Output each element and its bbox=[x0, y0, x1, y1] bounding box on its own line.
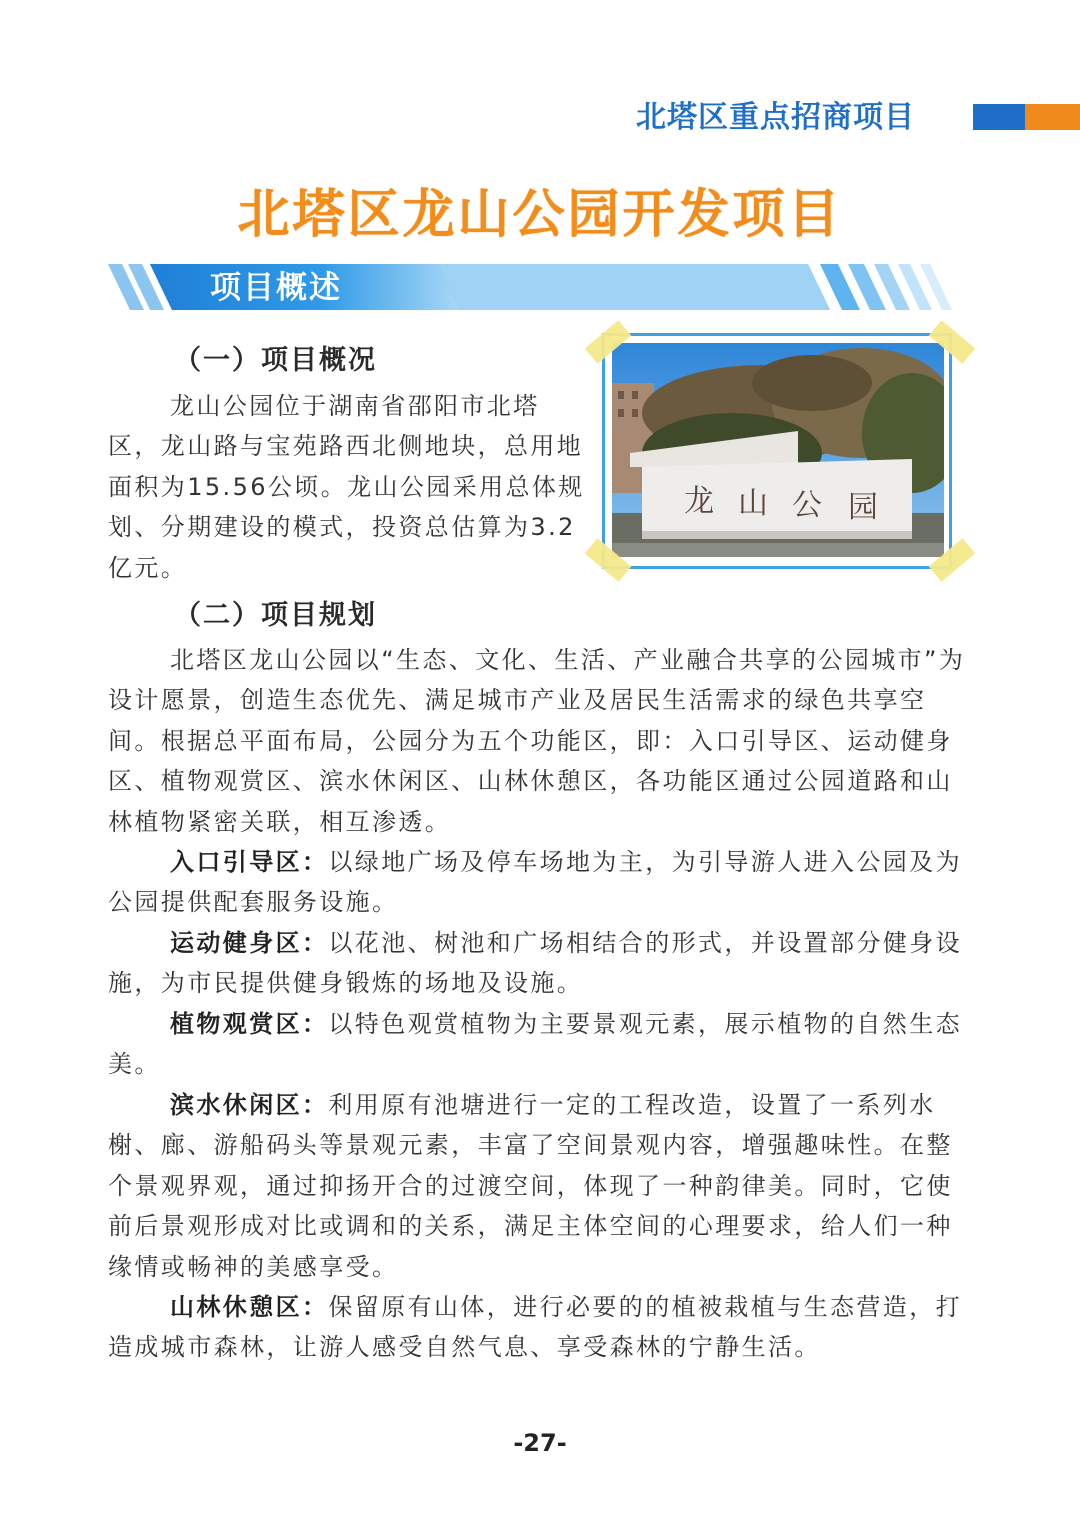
zone-name: 运动健身区： bbox=[170, 929, 329, 957]
overview-heading: （一）项目概况 bbox=[174, 345, 377, 376]
header-accent-blue bbox=[973, 104, 1025, 130]
zone-entrance: 入口引导区：以绿地广场及停车场地为主，为引导游人进入公园及为公园提供配套服务设施。 bbox=[108, 848, 963, 917]
zone-plants: 植物观赏区：以特色观赏植物为主要景观元素，展示植物的自然生态美。 bbox=[108, 1010, 963, 1079]
zone-fitness: 运动健身区：以花池、树池和广场相结合的形式，并设置部分健身设施，为市民提供健身锻炼的场地及设施。 bbox=[108, 929, 963, 998]
running-header: 北塔区重点招商项目 bbox=[636, 100, 915, 135]
zone-name: 植物观赏区： bbox=[170, 1010, 329, 1038]
page-title: 北塔区龙山公园开发项目 bbox=[237, 185, 843, 245]
zone-name: 山林休憩区： bbox=[170, 1293, 329, 1321]
zone-waterfront: 滨水休闲区：利用原有池塘进行一定的工程改造，设置了一系列水榭、廊、游船码头等景观元素，丰富了空间景观内容，增强趣味性。在整个景观界观，通过抑扬开合的过渡空间，体现了一种韵律美。同时，它使前后景观形成对比或调和的关系，满足主体空间的心理要求，给人们一种缘情或畅神的美感享受。 bbox=[108, 1091, 953, 1281]
planning-intro: 北塔区龙山公园以“生态、文化、生活、产业融合共享的公园城市”为设计愿景，创造生态优先、满足城市产业及居民生活需求的绿色共享空间。根据总平面布局，公园分为五个功能区，即：入口引导区、运动健身区、植物观赏区、滨水休闲区、山林休憩区，各功能区通过公园道路和山林植物紧密关联，相互渗透。 bbox=[108, 646, 966, 836]
zone-forest: 山林休憩区：保留原有山体，进行必要的的植被栽植与生态营造，打造成城市森林，让游人感受自然气息、享受森林的宁静生活。 bbox=[108, 1293, 963, 1362]
zone-name: 滨水休闲区： bbox=[170, 1091, 329, 1119]
svg-text:山: 山 bbox=[738, 486, 768, 521]
svg-text:公: 公 bbox=[792, 488, 822, 523]
overview-text: 龙山公园位于湖南省邵阳市北塔区，龙山路与宝苑路西北侧地块，总用地面积为15.56公顷。龙山公园采用总体规划、分期建设的模式，投资总估算为3.2亿元。 bbox=[108, 392, 585, 582]
page-number: -27- bbox=[513, 1429, 567, 1457]
section-banner-label: 项目概述 bbox=[210, 270, 342, 306]
planning-heading: （二）项目规划 bbox=[174, 600, 377, 631]
header-accent-orange bbox=[1025, 104, 1080, 130]
zone-name: 入口引导区： bbox=[170, 848, 329, 876]
svg-text:园: 园 bbox=[848, 490, 878, 525]
park-sign-photo bbox=[612, 343, 944, 557]
svg-text:龙: 龙 bbox=[684, 484, 714, 519]
